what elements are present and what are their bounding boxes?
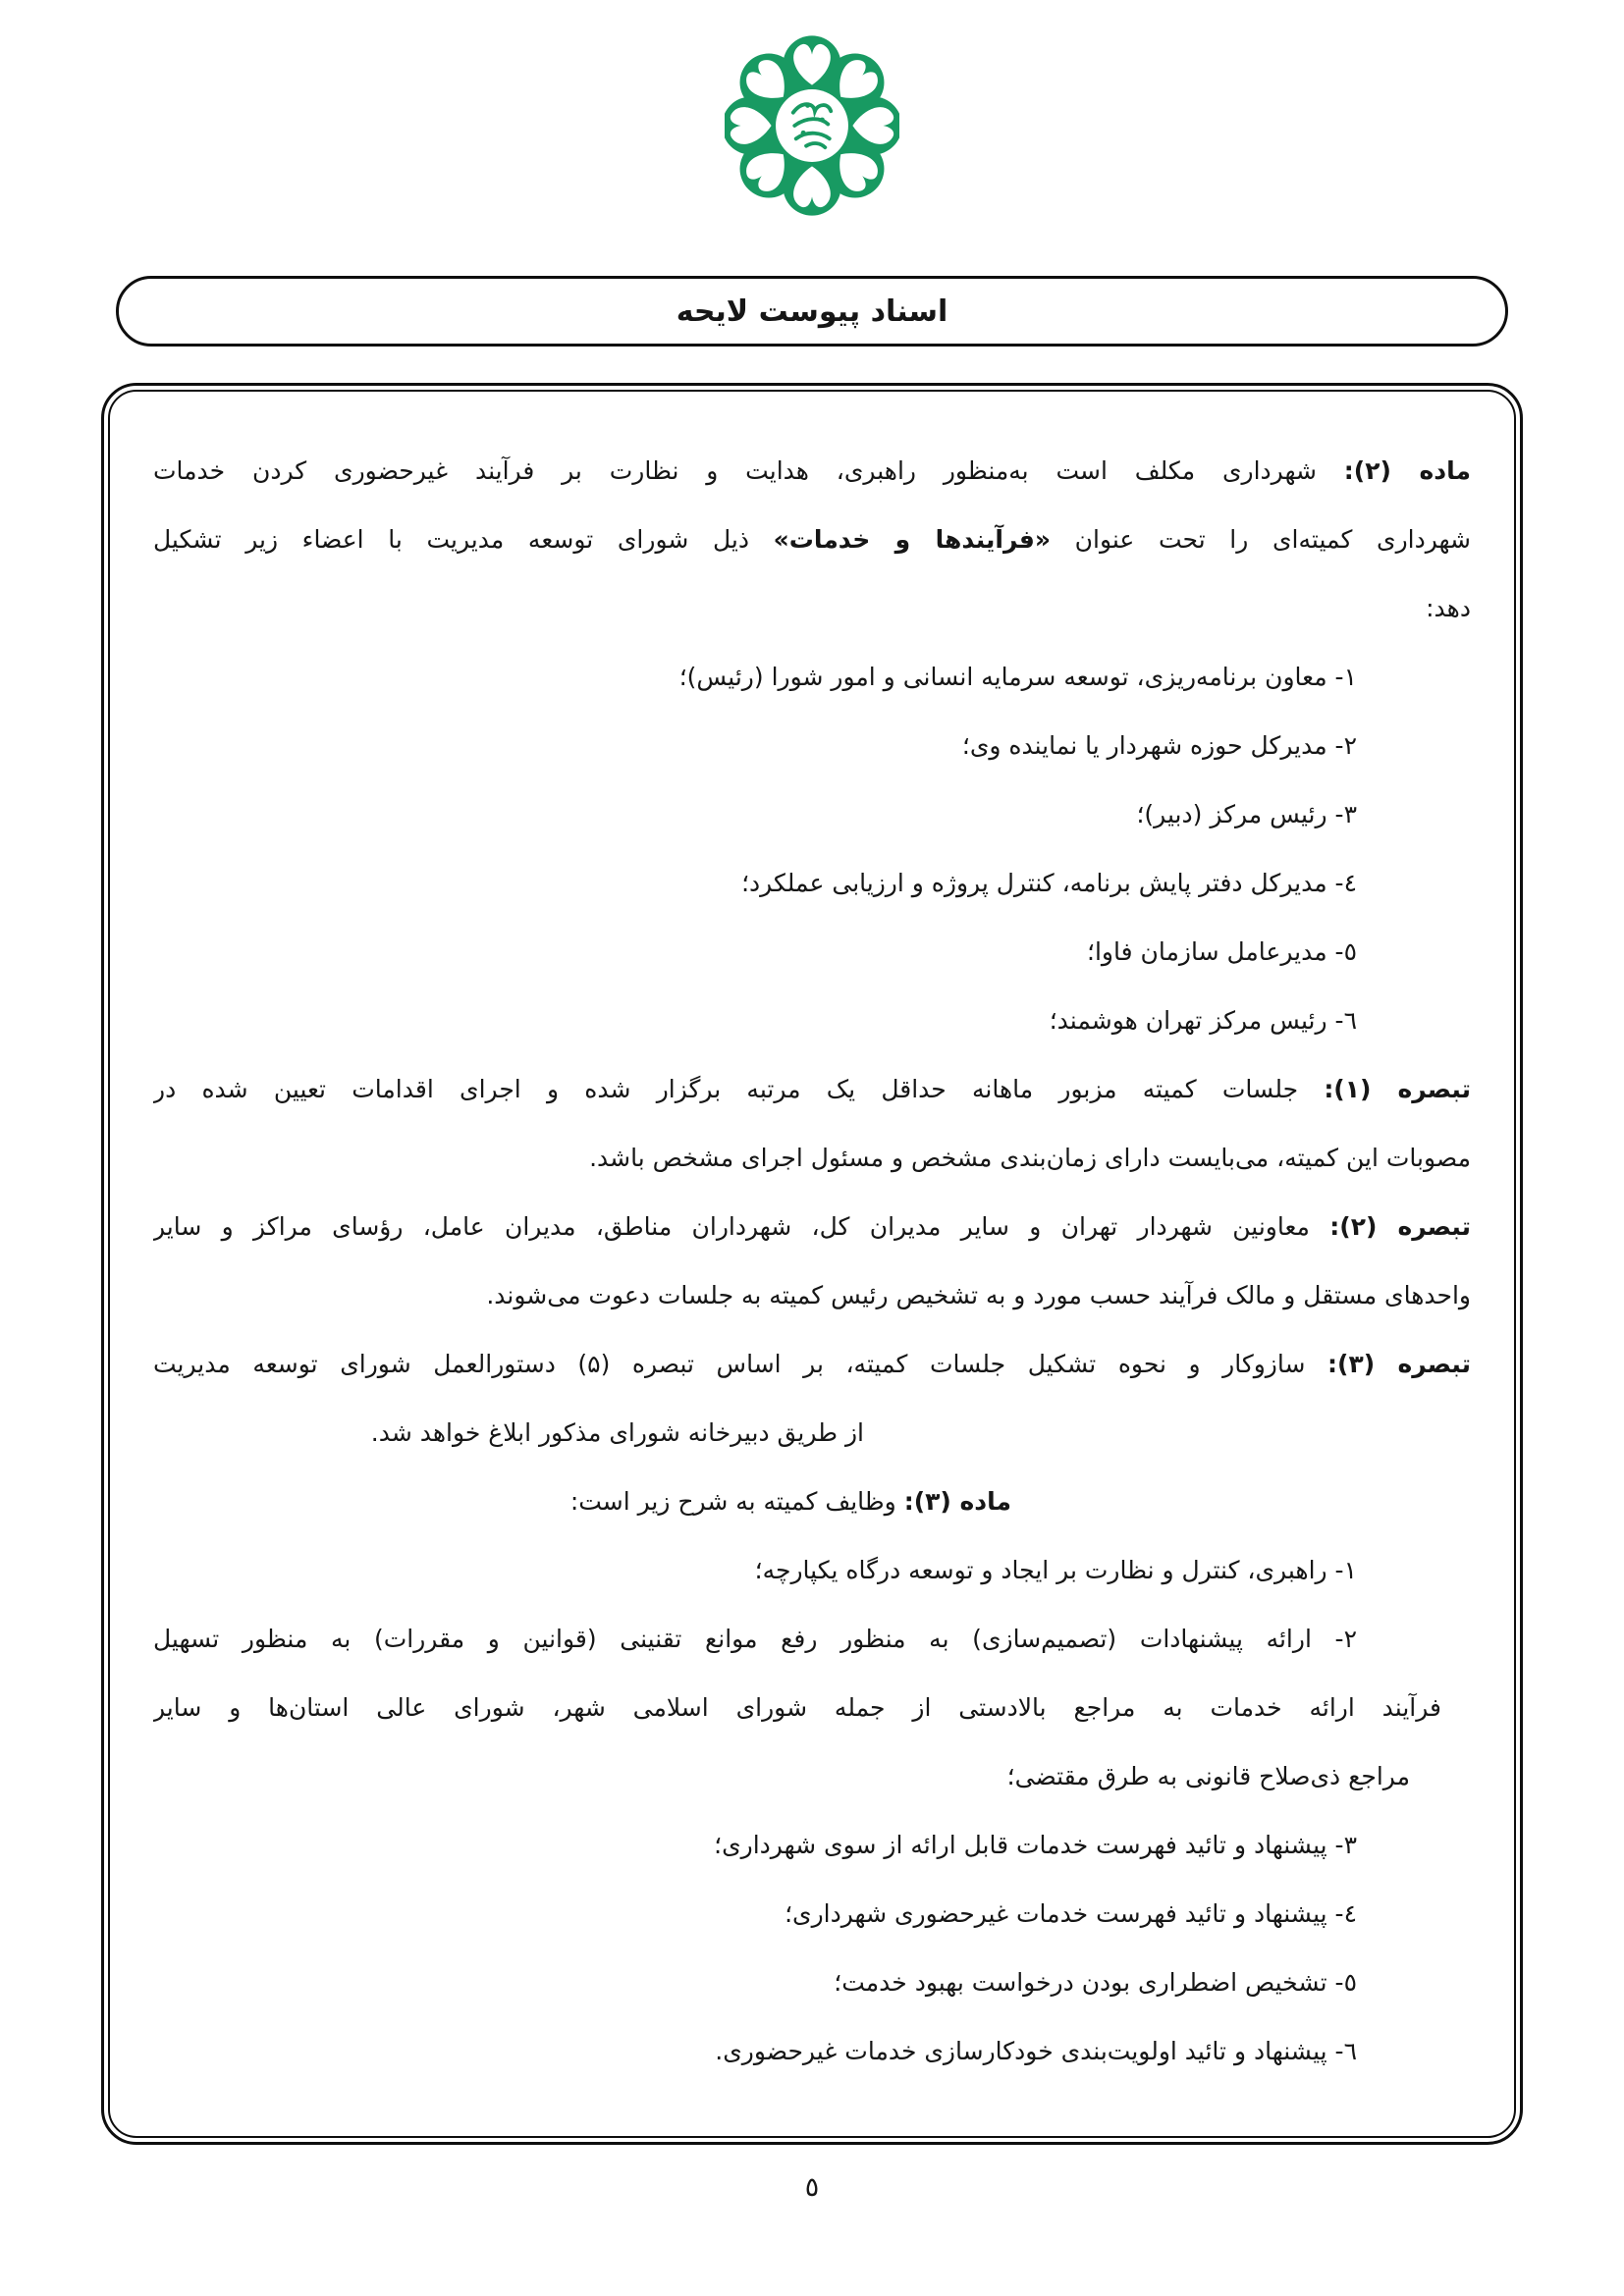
list-number: ٤-	[1326, 869, 1357, 897]
text-segment: از طریق دبیرخانه شورای مذکور ابلاغ خواهد شد.	[370, 1418, 864, 1447]
list-number: ۳-	[1326, 1831, 1357, 1859]
document-line	[153, 437, 1471, 506]
document-line	[153, 574, 1471, 643]
text-segment: مدیرعامل سازمان فاوا؛	[1087, 937, 1327, 966]
list-number: ۲-	[1326, 731, 1357, 760]
bold-text-segment: «فرآیندها و خدمات»	[773, 525, 1052, 554]
list-number: ٤-	[1326, 1899, 1357, 1928]
text-segment: تشخیص اضطراری بودن درخواست بهبود خدمت؛	[834, 1968, 1327, 1997]
document-list-line	[153, 1949, 1471, 2017]
list-number: ٥-	[1326, 1968, 1357, 1997]
list-number: ۱-	[1326, 663, 1357, 691]
text-segment: وظایف کمیته به شرح زیر است:	[569, 1487, 904, 1516]
list-number: ۱-	[1326, 1556, 1357, 1584]
page-title: اسناد پیوست لایحه	[676, 294, 948, 329]
tehran-municipality-logo-icon	[725, 26, 899, 226]
bold-text-segment: ماده (۲):	[1343, 456, 1471, 485]
document-line	[153, 1055, 1471, 1124]
document-list-line	[153, 1880, 1471, 1949]
text-segment: شهرداری مکلف است به‌منظور راهبری، هدایت و نظارت بر فرآیند غیرحضوری کردن خدمات	[153, 456, 1344, 485]
bold-text-segment: ماده (۳):	[903, 1487, 1011, 1516]
document-list-line	[153, 918, 1471, 987]
document-list-line	[153, 643, 1471, 712]
document-list-line	[153, 849, 1471, 918]
document-lines	[108, 390, 1516, 2138]
document-line	[153, 1674, 1471, 1742]
text-segment: دهد:	[1426, 594, 1471, 622]
text-segment: مدیرکل حوزه شهردار یا نماینده وی؛	[961, 731, 1327, 760]
title-box	[116, 276, 1508, 347]
page-number: ٥	[804, 2172, 820, 2203]
document-list-line	[153, 780, 1471, 849]
document-list-line	[153, 1811, 1471, 1880]
text-segment: رئیس مرکز تهران هوشمند؛	[1049, 1006, 1327, 1035]
document-list-line	[153, 712, 1471, 780]
text-segment: راهبری، کنترل و نظارت بر ایجاد و توسعه درگاه یکپارچه؛	[754, 1556, 1327, 1584]
text-segment: شهرداری کمیته‌ای را تحت عنوان	[1051, 525, 1471, 554]
text-segment: پیشنهاد و تائید اولویت‌بندی خودکارسازی خدمات غیرحضوری.	[715, 2037, 1327, 2065]
document-line	[153, 1261, 1471, 1330]
document-line	[153, 1193, 1471, 1261]
text-segment: پیشنهاد و تائید فهرست خدمات غیرحضوری شهرداری؛	[785, 1899, 1327, 1928]
text-segment: معاونین شهردار تهران و سایر مدیران کل، شهرداران مناطق، مدیران عامل، رؤسای مراکز و سایر	[153, 1212, 1330, 1241]
text-segment: معاون برنامه‌ریزی، توسعه سرمایه انسانی و امور شورا (رئیس)؛	[678, 663, 1327, 691]
document-list-line	[153, 1536, 1471, 1605]
text-segment: ذیل شورای توسعه مدیریت با اعضاء زیر تشکیل	[153, 525, 774, 554]
list-number: ٥-	[1326, 937, 1357, 966]
document-line	[153, 1468, 1471, 1536]
list-number: ٦-	[1326, 1006, 1357, 1035]
bold-text-segment: تبصره (۳):	[1327, 1350, 1471, 1378]
bold-text-segment: تبصره (۲):	[1329, 1212, 1471, 1241]
list-number: ۳-	[1326, 800, 1357, 828]
document-line	[153, 1330, 1471, 1399]
text-segment: مدیرکل دفتر پایش برنامه، کنترل پروژه و ارزیابی عملکرد؛	[741, 869, 1327, 897]
text-segment: مراجع ذی‌صلاح قانونی به طرق مقتضی؛	[1006, 1762, 1410, 1790]
document-list-line	[153, 987, 1471, 1055]
list-number: ٦-	[1326, 2037, 1357, 2065]
document-list-line	[153, 1605, 1471, 1674]
text-segment: فرآیند ارائه خدمات به مراجع بالادستی از جمله شورای اسلامی شهر، شورای عالی استان‌ها و سایر	[153, 1693, 1441, 1722]
text-segment: پیشنهاد و تائید فهرست خدمات قابل ارائه از سوی شهرداری؛	[714, 1831, 1327, 1859]
bold-text-segment: تبصره (۱):	[1324, 1075, 1471, 1103]
document-line	[153, 1399, 1471, 1468]
list-number: ۲-	[1311, 1625, 1357, 1653]
document-box	[101, 383, 1523, 2145]
header-logo-area	[0, 26, 1624, 226]
text-segment: سازوکار و نحوه تشکیل جلسات کمیته، بر اساس تبصره (۵) دستورالعمل شورای توسعه مدیریت	[153, 1350, 1328, 1378]
text-segment: مصوبات این کمیته، می‌بایست دارای زمان‌بندی مشخص و مسئول اجرای مشخص باشد.	[589, 1144, 1471, 1172]
text-segment: واحدهای مستقل و مالک فرآیند حسب مورد و به تشخیص رئیس کمیته به جلسات دعوت می‌شوند.	[486, 1281, 1471, 1309]
document-line	[153, 1742, 1471, 1811]
document-line	[153, 1124, 1471, 1193]
document-line	[153, 506, 1471, 574]
text-segment: جلسات کمیته مزبور ماهانه حداقل یک مرتبه برگزار شده و اجرای اقدامات تعیین شده در	[153, 1075, 1325, 1103]
text-segment: ارائه پیشنهادات (تصمیم‌سازی) به منظور رفع موانع تقنینی (قوانین و مقررات) به منظور تسهیل	[153, 1625, 1312, 1653]
document-list-line	[153, 2017, 1471, 2086]
text-segment: رئیس مرکز (دبیر)؛	[1136, 800, 1327, 828]
